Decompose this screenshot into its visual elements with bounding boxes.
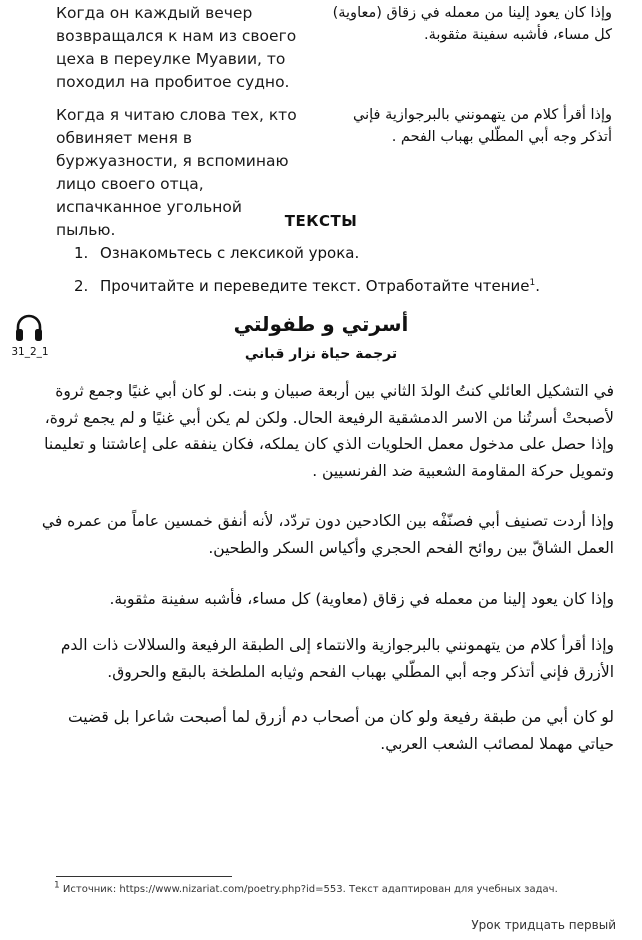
- task-text: Ознакомьтесь с лексикой урока.: [100, 244, 360, 262]
- arabic-line-1: وإذا كان يعود إلينا من معمله في زقاق (معاوية) كل مساء، فأشبه سفينة مثقوبة.: [332, 5, 612, 43]
- paragraph-4: وإذا أقرأ كلام من يتهمونني بالبرجوازية والانتماء إلى الطبقة الرفيعة والسلالات ذات الدم الأزرق فإني أتذكر وجه أبي المطّلي بهباب الفحم وثيابه الملطخة بالبقع والحروق.: [60, 636, 614, 681]
- task-number: 1.: [74, 244, 89, 262]
- footnote-mark: 1: [54, 880, 60, 891]
- footnote-reference[interactable]: 1: [529, 278, 536, 288]
- paragraph-2: وإذا أردت تصنيف أبي فصنّفْه بين الكادحين دون تردّد، لأنه أنفق خمسين عاماً من عمره في العمل الشاقّ بين روائح الفحم الحجري وأكياس السكر والطحين.: [41, 512, 614, 557]
- task-item: [74, 242, 594, 265]
- task-text: Прочитайте и переведите текст. Отработайте чтение: [100, 277, 530, 295]
- task-list: [74, 242, 594, 308]
- russian-translation-2: Когда я читаю слова тех, кто обвиняет меня в буржуазности, я вспоминаю лицо своего отца, испачканное угольной пылью.: [56, 106, 297, 239]
- task-number: 2.: [74, 277, 89, 295]
- page-footer: Урок тридцать первый: [471, 918, 616, 932]
- paragraph-5: لو كان أبي من طبقة رفيعة ولو كان من أصحاب دم أزرق لما أصبحت شاعرا بل قضيت حياتي مهملا لمصائب الشعب العربي.: [68, 708, 614, 753]
- task-text-tail: .: [535, 277, 541, 295]
- paragraph-1: في التشكيل العائلي كنتُ الولدَ الثاني بين أربعة صبيان و بنت. لو كان أبي غنيًا وجمع ثروة لأصبحتْ أسرتُنا من الاسر الدمشقية الرفيعة الحال. ولكن لم يكن أبي غنيًا و لم يجمع ثروة، وإذا حصل على مدخول معمل الحلويات الذي كان يملكه، فكان ينفقه على إعاشتنا و تعليمنا وتمويل حركة المقاومة الشعبية ضد الفرنسيين .: [44, 382, 614, 480]
- russian-translation-1: Когда он каждый вечер возвращался к нам из своего цеха в переулке Муавии, то походил на пробитое судно.: [56, 4, 297, 91]
- footnote-divider: [56, 876, 232, 877]
- audio-track-label: 31_2_1: [11, 346, 49, 358]
- task-item: [74, 275, 594, 298]
- arabic-line-2: وإذا أقرأ كلام من يتهمونني بالبرجوازية فإني أتذكر وجه أبي المطّلي بهباب الفحم .: [353, 107, 612, 145]
- footnote: [54, 880, 614, 895]
- section-heading: ТЕКСТЫ: [284, 212, 358, 230]
- text-title: أسرتي و طفولتي: [233, 312, 409, 336]
- footnote-text: Источник: https://www.nizariat.com/poetry.php?id=553. Текст адаптирован для учебных задач.: [62, 884, 558, 895]
- text-subtitle: ترجمة حياة نزار قباني: [244, 346, 398, 362]
- paragraph-3: وإذا كان يعود إلينا من معمله في زقاق (معاوية) كل مساء، فأشبه سفينة مثقوبة.: [109, 590, 614, 608]
